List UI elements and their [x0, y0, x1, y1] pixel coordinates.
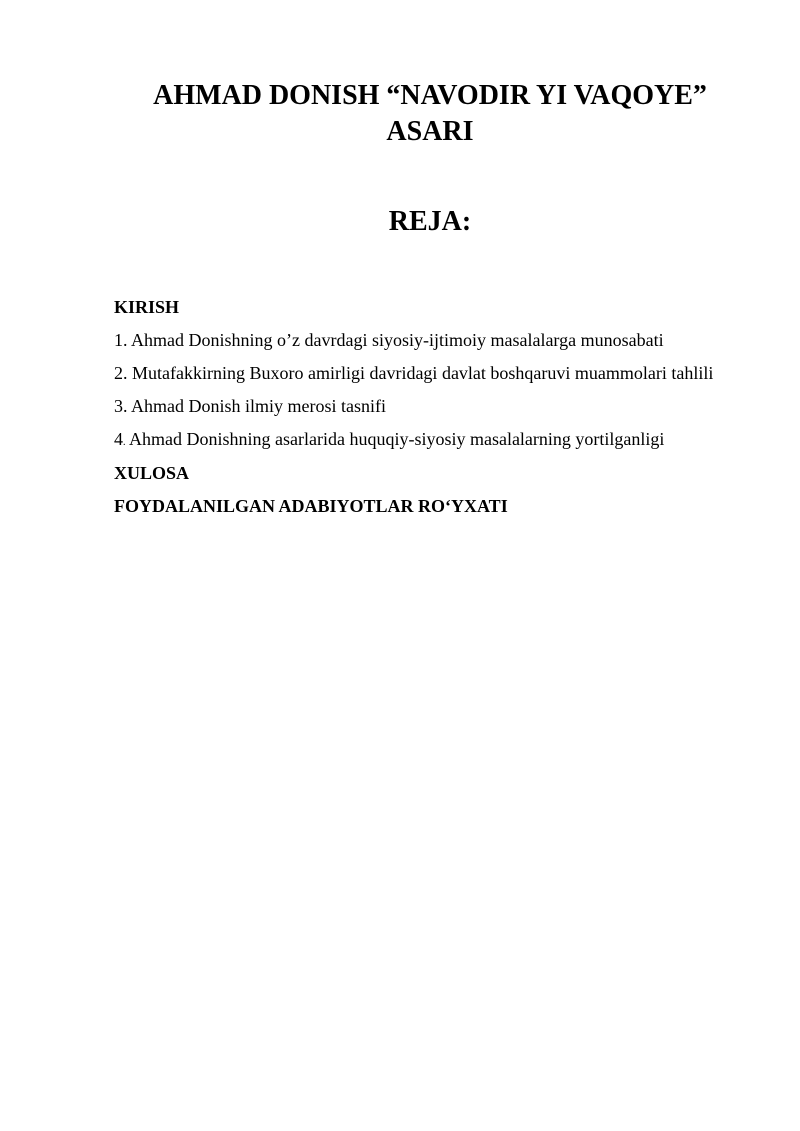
- document-title-line-1: AHMAD DONISH “NAVODIR YI VAQOYE”: [153, 80, 707, 111]
- outline-item-4-text: Ahmad Donishning asarlarida huquqiy-siyosiy masalalarning yortilganligi: [125, 429, 665, 449]
- outline-item-1: 1. Ahmad Donishning o’z davrdagi siyosiy-ijtimoiy masalalarga munosabati: [114, 330, 664, 350]
- document-title-line-2: ASARI: [386, 116, 474, 147]
- outline-references: FOYDALANILGAN ADABIYOTLAR RO‘YXATI: [114, 496, 508, 516]
- outline-item-4-number: 4: [114, 429, 123, 449]
- outline-item-2: 2. Mutafakkirning Buxoro amirligi davridagi davlat boshqaruvi muammolari tahlili: [114, 363, 714, 383]
- plan-heading: REJA:: [388, 206, 472, 237]
- outline-conclusion: XULOSA: [114, 463, 190, 483]
- outline-item-3: 3. Ahmad Donish ilmiy merosi tasnifi: [114, 396, 386, 416]
- outline-introduction: KIRISH: [114, 297, 180, 317]
- outline-item-4-dot: .: [123, 437, 126, 448]
- outline-item-4: [114, 427, 774, 455]
